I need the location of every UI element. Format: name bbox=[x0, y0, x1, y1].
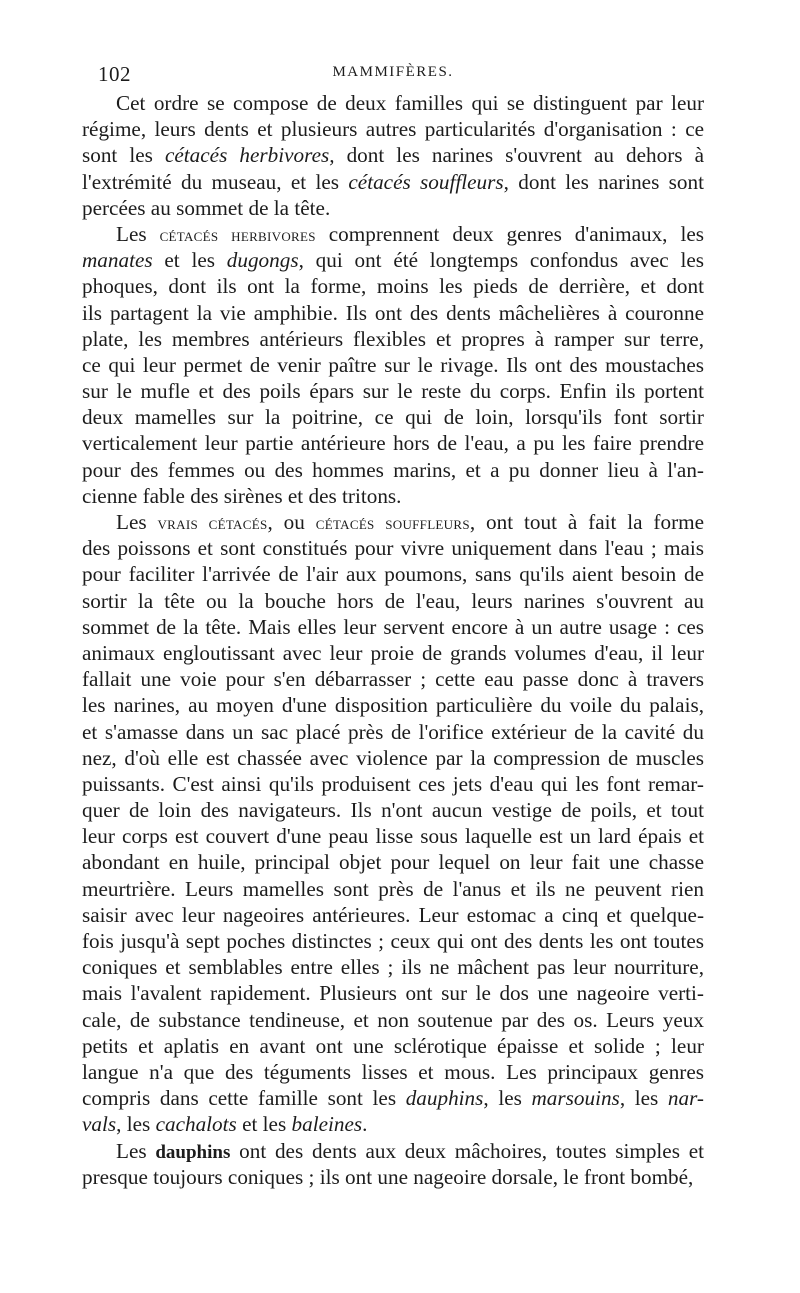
text-line bbox=[82, 430, 704, 456]
italic-term: nar- bbox=[667, 1086, 704, 1111]
text-line bbox=[82, 273, 704, 299]
text-run: les narines, au moyen d'une disposition particulière du voile du palais, bbox=[82, 693, 704, 718]
text-line bbox=[82, 352, 704, 378]
text-run: ils partagent la vie amphibie. Ils ont des dents mâchelières à couronne bbox=[82, 300, 704, 325]
text-run: fois jusqu'à sept poches distinctes ; ceux qui ont des dents les ont toutes bbox=[82, 929, 704, 953]
text-run: meurtrière. Leurs mamelles sont près de l'anus et ils ne peuvent rien bbox=[82, 876, 704, 901]
text-line bbox=[82, 849, 704, 875]
text-run: deux mamelles sur la poitrine, ce qui de loin, lorsqu'ils font sortir bbox=[82, 405, 704, 430]
text-run: langue n'a que des téguments lisses et mous. Les principaux genres bbox=[82, 1059, 704, 1084]
italic-term: marsouins bbox=[531, 1086, 620, 1111]
paragraph bbox=[82, 509, 704, 1138]
text-run: verticalement leur partie antérieure hors de l'eau, a pu les faire prendre bbox=[82, 431, 704, 456]
text-line bbox=[82, 928, 704, 954]
text-run: et les bbox=[236, 1112, 292, 1137]
text-line bbox=[82, 457, 704, 483]
text-run: comprennent deux genres d'animaux, les bbox=[315, 221, 704, 246]
text-line bbox=[82, 797, 704, 823]
text-run: ont des dents aux deux mâchoires, toutes simples et bbox=[230, 1138, 705, 1163]
text-line bbox=[82, 588, 704, 614]
text-run: cale, de substance tendineuse, et non soutenue par des os. Leurs yeux bbox=[82, 1007, 704, 1032]
text-line bbox=[82, 169, 704, 195]
text-line bbox=[82, 771, 704, 797]
text-line bbox=[82, 1138, 704, 1164]
paragraph bbox=[82, 221, 704, 509]
text-line bbox=[82, 195, 704, 221]
text-run: abondant en huile, principal objet pour lequel on leur fait une chasse bbox=[82, 850, 704, 875]
text-run: coniques et semblables entre elles ; ils ne mâchent pas leur nourriture, bbox=[82, 955, 704, 980]
text-line bbox=[82, 745, 704, 771]
text-line bbox=[82, 614, 704, 640]
text-line bbox=[82, 1111, 704, 1137]
text-run: , les bbox=[619, 1086, 668, 1111]
text-line bbox=[82, 1007, 704, 1033]
text-run: . bbox=[362, 1112, 368, 1137]
text-run: ce qui leur permet de venir paître sur le rivage. Ils ont des moustaches bbox=[82, 352, 704, 377]
text-line bbox=[82, 876, 704, 902]
text-run: petits et aplatis en avant ont une sclérotique épaisse et solide ; leur bbox=[82, 1033, 704, 1058]
text-line bbox=[82, 116, 704, 142]
italic-term: cachalots bbox=[155, 1112, 237, 1137]
text-run: puissants. C'est ainsi qu'ils produisent ces jets d'eau qui les font remar- bbox=[82, 771, 704, 796]
italic-term: cétacés souffleurs bbox=[348, 169, 504, 194]
text-line bbox=[82, 666, 704, 692]
text-run: l'extrémité du museau, et les bbox=[82, 169, 349, 194]
text-line bbox=[82, 326, 704, 352]
small-caps-term: cétacés souffleurs bbox=[315, 513, 470, 534]
text-run: nez, d'où elle est chassée avec violence par la compression de muscles bbox=[82, 745, 704, 770]
text-run: compris dans cette famille sont les bbox=[82, 1086, 406, 1111]
paragraph bbox=[82, 1138, 704, 1190]
text-run: percées au sommet de la tête. bbox=[82, 195, 331, 220]
text-run: dont les narines s'ouvrent au dehors à bbox=[334, 143, 705, 168]
italic-term: cétacés herbivores, bbox=[164, 143, 335, 168]
text-run: , les bbox=[483, 1086, 532, 1111]
text-line bbox=[82, 247, 704, 273]
text-line bbox=[82, 719, 704, 745]
text-line bbox=[82, 1033, 704, 1059]
text-run: Les bbox=[116, 510, 158, 534]
text-line bbox=[82, 300, 704, 326]
text-run: , qui ont été longtemps confondus avec les bbox=[298, 248, 704, 273]
text-line bbox=[82, 142, 704, 168]
text-run: presque toujours coniques ; ils ont une nageoire dorsale, le front bombé, bbox=[82, 1164, 694, 1189]
text-run: plate, les membres antérieurs flexibles et propres à ramper sur terre, bbox=[82, 326, 704, 351]
text-run: régime, leurs dents et plusieurs autres particularités d'organisation : ce bbox=[82, 117, 704, 142]
text-line bbox=[82, 980, 704, 1006]
text-run: , dont les narines sont bbox=[503, 169, 704, 194]
text-run: sur le mufle et des poils épars sur le reste du corps. Enfin ils portent bbox=[82, 379, 704, 404]
small-caps-term: cétacés herbivores bbox=[159, 224, 316, 246]
text-line bbox=[82, 561, 704, 587]
text-line bbox=[82, 221, 704, 247]
running-head bbox=[82, 60, 704, 90]
paragraph bbox=[82, 90, 704, 221]
text-line bbox=[82, 823, 704, 849]
text-run: et les bbox=[152, 248, 227, 273]
small-caps-term: vrais cétacés bbox=[157, 513, 268, 534]
text-run: pour faciliter l'arrivée de l'air aux poumons, sans qu'ils aient besoin de bbox=[82, 562, 704, 587]
text-run: animaux engloutissant avec leur proie de grands volumes d'eau, il leur bbox=[82, 640, 704, 665]
text-line bbox=[82, 378, 704, 404]
text-line bbox=[82, 90, 704, 116]
text-run: quer de loin des navigateurs. Ils n'ont aucun vestige de poils, et tout bbox=[82, 798, 704, 823]
text-line bbox=[82, 1164, 704, 1190]
text-run: mais l'avalent rapidement. Plusieurs ont sur le dos une nageoire verti- bbox=[82, 981, 704, 1006]
text-run: pour des femmes ou des hommes marins, et a pu donner lieu à l'an- bbox=[82, 457, 704, 482]
text-run: phoques, dont ils ont la forme, moins les pieds de derrière, et dont bbox=[82, 274, 704, 299]
text-run: sont les bbox=[82, 143, 165, 168]
text-line bbox=[82, 954, 704, 980]
italic-term: baleines bbox=[291, 1112, 363, 1137]
text-line bbox=[82, 1059, 704, 1085]
text-line bbox=[82, 535, 704, 561]
italic-term: dauphins bbox=[405, 1086, 484, 1111]
text-run: des poissons et sont constitués pour vivre uniquement dans l'eau ; mais bbox=[82, 536, 704, 561]
italic-term: vals bbox=[82, 1112, 117, 1137]
text-run: , les bbox=[116, 1112, 156, 1137]
page-number: 102 bbox=[98, 62, 131, 86]
text-run: , ont tout à fait la forme bbox=[469, 510, 705, 534]
running-title: MAMMIFÈRES. bbox=[332, 64, 454, 80]
text-run: , ou bbox=[267, 510, 316, 534]
text-line bbox=[82, 1085, 704, 1111]
text-run: sortir la tête ou la bouche hors de l'eau, leurs narines s'ouvrent au bbox=[82, 588, 704, 613]
text-line bbox=[82, 640, 704, 666]
text-line bbox=[82, 404, 704, 430]
italic-term: dugongs bbox=[226, 248, 299, 273]
text-run: leur corps est couvert d'une peau lisse sous laquelle est un lard épais et bbox=[82, 824, 704, 849]
bold-term: dauphins bbox=[155, 1141, 231, 1163]
text-line bbox=[82, 483, 704, 509]
text-run: Cet ordre se compose de deux familles qui se distinguent par leur bbox=[116, 91, 704, 115]
text-run: fallait une voie pour s'en débarrasser ; cette eau passe donc à travers bbox=[82, 667, 704, 692]
text-run: sommet de la tête. Mais elles leur servent encore à un autre usage : ces bbox=[82, 614, 704, 639]
text-line bbox=[82, 509, 704, 535]
italic-term: manates bbox=[82, 248, 153, 273]
text-run: Les bbox=[116, 1138, 156, 1163]
text-run: et s'amasse dans un sac placé près de l'orifice extérieur de la cavité du bbox=[82, 719, 704, 744]
text-run: Les bbox=[116, 221, 160, 246]
text-run: saisir avec leur nageoires antérieures. Leur estomac a cinq et quelque- bbox=[82, 902, 704, 927]
text-line bbox=[82, 692, 704, 718]
body-text bbox=[82, 90, 704, 1190]
text-run: cienne fable des sirènes et des tritons. bbox=[82, 483, 402, 508]
text-line bbox=[82, 902, 704, 928]
